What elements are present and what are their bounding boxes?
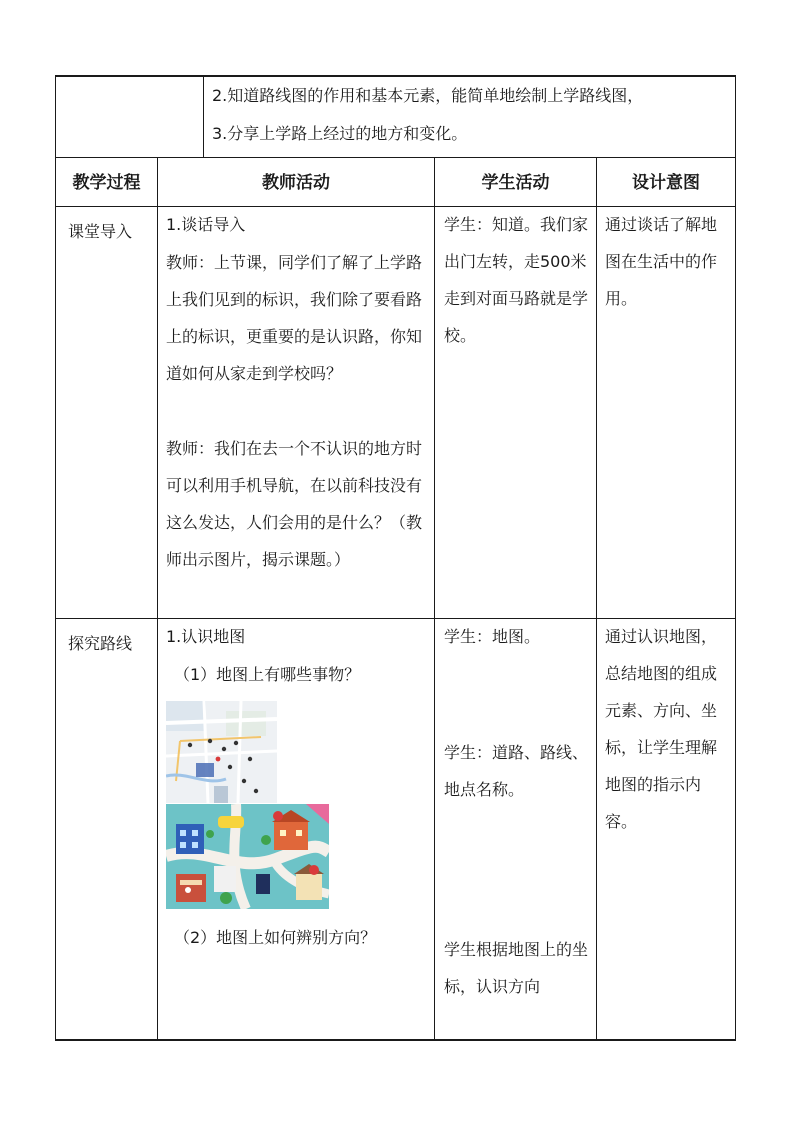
col3-divider [596,157,597,1040]
table-right-border [735,75,736,1041]
header-process: 教学过程 [72,173,141,193]
goal-item-2: 2.知道路线图的作用和基本元素，能简单地绘制上学路线图， [212,86,644,105]
street-map-image [166,701,277,803]
teacher-intro-heading: 1.谈话导入 [166,215,246,234]
col1-divider [157,157,158,1040]
intent-intro: 通过谈话了解地图在生活中的作用。 [605,215,718,308]
teacher-explore-heading: 1.认识地图 [166,627,246,646]
stage-label-explore: 探究路线 [68,634,133,653]
goals-label-divider [203,75,204,157]
cartoon-route-map-image [166,804,329,909]
table-left-border [55,75,56,1041]
student-explore-answer1: 学生：地图。 [444,627,541,646]
header-intent: 设计意图 [632,173,700,193]
student-explore-answer3: 学生根据地图上的坐标，认识方向 [444,940,589,996]
intent-explore: 通过认识地图，总结地图的组成元素、方向、坐标，让学生理解地图的指示内容。 [605,627,718,831]
header-student: 学生活动 [481,173,550,193]
stage-label-intro: 课堂导入 [68,222,133,241]
teacher-explore-q2: （2）地图上如何辨别方向？ [174,928,377,947]
teacher-explore-q1: （1）地图上有哪些事物？ [174,665,361,684]
goal-item-3: 3.分享上学路上经过的地方和变化。 [212,124,468,143]
teacher-intro-para2: 教师：我们在去一个不认识的地方时可以利用手机导航，在以前科技没有这么发达，人们会用的是什么？（教师出示图片，揭示课题。） [166,439,423,569]
teacher-intro-para1: 教师：上节课，同学们了解了上学路上我们见到的标识，我们除了要看路上的标识，更重要的是认识路，你知道如何从家走到学校吗？ [166,253,423,383]
header-teacher: 教师活动 [262,173,330,193]
student-intro-answer: 学生：知道。我们家出门左转，走500米走到对面马路就是学校。 [444,215,589,345]
student-explore-answer2: 学生：道路、路线、地点名称。 [444,743,589,799]
col2-divider [434,157,435,1040]
